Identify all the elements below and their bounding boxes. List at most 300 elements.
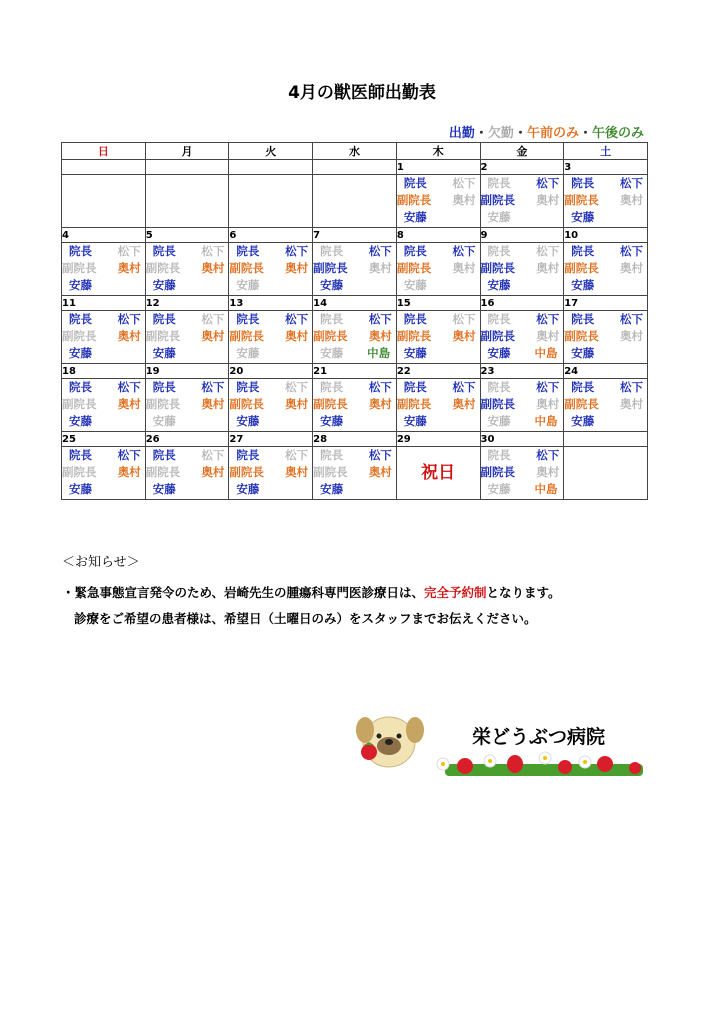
legend-am: 午前のみ [526,126,579,141]
staff-name: 院長 [69,448,92,462]
staff-row [313,464,396,481]
weekday-header-row [62,143,648,160]
schedule-cell [313,175,397,228]
staff-name: 副院長 [480,261,516,275]
staff-name: 院長 [69,380,92,394]
staff-name: 安藤 [403,278,427,292]
staff-name: 副院長 [313,465,348,479]
staff-row [229,260,312,277]
staff-row [146,345,229,362]
schedule-cell [229,447,313,500]
staff-name: 松下 [368,380,392,394]
staff-name: 安藤 [152,414,176,428]
date-number-cell: 1 [396,160,480,175]
date-number-cell: 2 [480,160,564,175]
staff-name: 松下 [117,312,141,326]
date-number-cell: 3 [564,160,648,175]
legend-off: 欠勤 [487,126,514,141]
staff-name: 安藤 [236,278,260,292]
staff-row [146,447,229,464]
weekday-tue: 火 [229,143,313,160]
staff-name: 松下 [452,380,476,394]
staff-name: 副院長 [396,329,432,343]
staff-row [313,447,396,464]
notice-highlight: 完全予約制 [424,585,487,600]
staff-name: 奥村 [201,329,225,343]
staff-name: 奥村 [536,329,560,343]
staff-name: 副院長 [229,397,264,411]
date-number-row [62,296,648,311]
staff-row [481,396,564,413]
schedule-cell [313,311,397,364]
staff-name: 松下 [452,176,476,190]
staff-name: 安藤 [571,210,595,224]
staff-name: 院長 [236,312,260,326]
staff-row [481,192,564,209]
staff-row [229,379,312,396]
staff-name: 副院長 [480,465,516,479]
date-number-cell: 27 [229,432,313,447]
staff-row [397,396,480,413]
staff-name: 安藤 [69,346,92,360]
staff-name: 安藤 [571,278,595,292]
staff-row [146,481,229,498]
staff-name: 副院長 [564,193,599,207]
staff-row [62,260,145,277]
staff-name: 松下 [285,312,309,326]
staff-name: 松下 [620,244,643,258]
staff-name: 中島 [534,482,558,496]
staff-name: 奥村 [620,397,643,411]
staff-name: 奥村 [368,465,392,479]
staff-name: 副院長 [145,261,181,275]
staff-name: 副院長 [145,465,181,479]
staff-row [481,447,564,464]
staff-row [481,481,564,498]
staff-name: 松下 [620,312,643,326]
staff-name: 副院長 [62,329,97,343]
staff-row [481,260,564,277]
legend-on: 出勤 [448,126,475,141]
date-number-cell: 18 [62,364,146,379]
staff-name: 安藤 [152,482,176,496]
staff-name: 奥村 [201,465,225,479]
staff-name: 副院長 [564,261,599,275]
staff-row [481,311,564,328]
staff-name: 副院長 [229,261,264,275]
date-number-cell: 10 [564,228,648,243]
date-number-cell: 29 [396,432,480,447]
staff-name: 安藤 [236,414,260,428]
staff-name: 松下 [117,380,141,394]
staff-name: 院長 [152,244,176,258]
staff-row [397,379,480,396]
schedule-cell [229,243,313,296]
date-number-cell [229,160,313,175]
staff-row [564,379,647,396]
staff-row [313,481,396,498]
staff-name: 安藤 [403,346,427,360]
date-number-cell: 19 [145,364,229,379]
staff-name: 院長 [320,312,344,326]
staff-name: 院長 [571,244,595,258]
staff-name: 安藤 [152,278,176,292]
staff-name: 院長 [403,176,427,190]
legend-separator: ・ [474,126,488,141]
staff-name: 院長 [571,176,595,190]
staff-name: 松下 [536,176,560,190]
staff-row [564,328,647,345]
staff-name: 松下 [536,448,560,462]
staff-name: 院長 [487,448,511,462]
staff-row [481,328,564,345]
staff-name: 安藤 [487,210,511,224]
schedule-cell [480,311,564,364]
schedule-cell [62,175,146,228]
date-number-cell: 11 [62,296,146,311]
staff-name: 副院長 [62,465,97,479]
staff-row [146,277,229,294]
staff-name: 松下 [117,244,141,258]
staff-name: 院長 [571,312,595,326]
schedule-cell [564,243,648,296]
legend-separator: ・ [513,126,527,141]
staff-name: 奥村 [368,329,392,343]
staff-row [313,345,396,362]
schedule-cell [62,243,146,296]
date-number-cell: 20 [229,364,313,379]
staff-row [313,413,396,430]
staff-row [481,464,564,481]
date-number-row [62,432,648,447]
staff-name: 奥村 [117,397,141,411]
holiday-label: 祝日 [421,463,456,483]
schedule-cell [229,175,313,228]
staff-name: 院長 [403,380,427,394]
staff-name: 院長 [403,244,427,258]
date-number-cell: 6 [229,228,313,243]
staff-row [397,209,480,226]
date-number-cell: 17 [564,296,648,311]
staff-row [146,396,229,413]
date-number-cell: 21 [313,364,397,379]
staff-row [62,447,145,464]
staff-row [313,243,396,260]
staff-name: 副院長 [564,397,599,411]
staff-name: 松下 [452,244,476,258]
page-title: 4月の獣医師出勤表 [288,83,436,103]
staff-row [564,413,647,430]
staff-row [229,345,312,362]
date-number-cell: 4 [62,228,146,243]
staff-name: 院長 [236,380,260,394]
staff-name: 松下 [536,244,560,258]
staff-name: 松下 [285,244,309,258]
notice-line-1 [62,583,561,601]
date-number-row [62,228,648,243]
staff-name: 院長 [236,244,260,258]
staff-name: 副院長 [229,465,264,479]
staff-name: 奥村 [536,261,560,275]
staff-name: 安藤 [236,346,260,360]
staff-name: 院長 [152,380,176,394]
date-number-cell: 24 [564,364,648,379]
staff-name: 中島 [534,414,558,428]
staff-name: 副院長 [229,329,264,343]
schedule-cell [480,447,564,500]
schedule-cell [145,447,229,500]
staff-name: 院長 [152,448,176,462]
staff-name: 副院長 [396,397,432,411]
staff-name: 副院長 [62,397,97,411]
staff-row [313,277,396,294]
staff-name: 奥村 [536,465,560,479]
staff-row [229,243,312,260]
staff-name: 安藤 [152,346,176,360]
staff-name: 奥村 [285,329,309,343]
staff-name: 奥村 [452,397,476,411]
staff-row [146,260,229,277]
staff-row [229,413,312,430]
schedule-cell [396,447,480,500]
staff-name: 奥村 [536,193,560,207]
staff-name: 松下 [201,244,225,258]
staff-row [481,345,564,362]
staff-name: 院長 [236,448,260,462]
date-number-cell [62,160,146,175]
staff-name: 松下 [368,244,392,258]
schedule-row [62,311,648,364]
staff-name: 奥村 [536,397,560,411]
staff-row [229,328,312,345]
staff-name: 安藤 [320,482,344,496]
notice-heading: ＜お知らせ＞ [62,555,140,570]
schedule-cell [480,175,564,228]
staff-name: 松下 [201,448,225,462]
staff-name: 奥村 [368,397,392,411]
staff-row [564,396,647,413]
date-number-cell: 26 [145,432,229,447]
staff-name: 院長 [320,448,344,462]
staff-row [146,328,229,345]
weekday-fri: 金 [480,143,564,160]
staff-name: 松下 [368,312,392,326]
schedule-cell [145,243,229,296]
staff-name: 松下 [285,448,309,462]
staff-row [397,175,480,192]
staff-row [564,260,647,277]
schedule-cell [564,447,648,500]
staff-row [564,345,647,362]
staff-row [62,481,145,498]
staff-name: 松下 [536,312,560,326]
schedule-row [62,243,648,296]
strawberry-flower-strip [437,752,643,776]
schedule-cell [396,243,480,296]
staff-row [146,464,229,481]
staff-row [481,209,564,226]
staff-row [564,192,647,209]
staff-name: 松下 [201,312,225,326]
staff-name: 安藤 [571,414,595,428]
schedule-cell [480,243,564,296]
staff-name: 安藤 [69,278,92,292]
staff-row [564,277,647,294]
staff-name: 奥村 [201,397,225,411]
staff-row [62,277,145,294]
schedule-cell [313,447,397,500]
staff-name: 院長 [571,380,595,394]
staff-name: 中島 [367,346,391,360]
staff-row [481,413,564,430]
staff-row [229,464,312,481]
staff-row [146,311,229,328]
schedule-cell [396,379,480,432]
staff-row [229,447,312,464]
staff-name: 安藤 [320,346,344,360]
staff-name: 院長 [487,244,511,258]
staff-name: 副院長 [396,261,432,275]
schedule-cell [313,379,397,432]
staff-name: 松下 [620,176,643,190]
staff-name: 安藤 [487,482,511,496]
date-number-row [62,160,648,175]
staff-name: 奥村 [285,261,309,275]
schedule-cell [62,311,146,364]
schedule-cell [229,379,313,432]
schedule-calendar [61,142,648,500]
staff-name: 松下 [368,448,392,462]
staff-name: 奥村 [117,329,141,343]
staff-row [313,379,396,396]
staff-name: 院長 [487,176,511,190]
clinic-name: 栄どうぶつ病院 [472,726,606,748]
staff-row [397,277,480,294]
staff-name: 奥村 [452,329,476,343]
staff-row [397,328,480,345]
schedule-row [62,175,648,228]
staff-name: 副院長 [396,193,432,207]
staff-row [397,413,480,430]
date-number-cell: 14 [313,296,397,311]
staff-name: 奥村 [452,261,476,275]
staff-name: 安藤 [69,414,92,428]
date-number-cell [145,160,229,175]
staff-row [564,175,647,192]
schedule-cell [62,379,146,432]
staff-name: 院長 [69,244,92,258]
staff-name: 安藤 [487,346,511,360]
status-legend [449,122,644,141]
schedule-cell [229,311,313,364]
staff-row [397,192,480,209]
weekday-thu: 木 [396,143,480,160]
staff-row [229,277,312,294]
dog-illustration [356,717,424,767]
staff-name: 副院長 [313,329,348,343]
schedule-cell [62,447,146,500]
date-number-cell: 8 [396,228,480,243]
staff-name: 松下 [452,312,476,326]
staff-name: 副院長 [145,329,181,343]
staff-name: 奥村 [452,193,476,207]
schedule-cell [396,311,480,364]
staff-row [564,209,647,226]
date-number-cell: 16 [480,296,564,311]
staff-row [564,311,647,328]
staff-name: 松下 [536,380,560,394]
date-number-cell: 30 [480,432,564,447]
notice-text: となります。 [486,585,561,600]
staff-name: 院長 [152,312,176,326]
staff-row [229,311,312,328]
staff-name: 院長 [403,312,427,326]
staff-name: 奥村 [620,193,643,207]
staff-row [397,345,480,362]
staff-row [62,311,145,328]
schedule-cell [396,175,480,228]
staff-name: 奥村 [368,261,392,275]
staff-row [62,464,145,481]
staff-name: 安藤 [320,414,344,428]
staff-row [313,328,396,345]
weekday-sun: 日 [62,143,146,160]
staff-row [229,481,312,498]
staff-row [397,311,480,328]
staff-name: 副院長 [480,193,516,207]
notice-line-2: 診療をご希望の患者様は、希望日（土曜日のみ）をスタッフまでお伝えください。 [74,611,537,626]
staff-name: 副院長 [145,397,181,411]
schedule-cell [564,175,648,228]
date-number-cell [564,432,648,447]
staff-name: 奥村 [117,465,141,479]
staff-name: 安藤 [571,346,595,360]
date-number-cell: 15 [396,296,480,311]
date-number-cell: 23 [480,364,564,379]
staff-name: 奥村 [285,465,309,479]
staff-name: 安藤 [320,278,344,292]
staff-name: 院長 [487,312,511,326]
staff-row [564,243,647,260]
staff-name: 奥村 [201,261,225,275]
schedule-row [62,447,648,500]
schedule-cell [480,379,564,432]
staff-name: 奥村 [620,329,643,343]
schedule-cell [145,311,229,364]
staff-name: 奥村 [285,397,309,411]
staff-name: 松下 [285,380,309,394]
staff-row [62,328,145,345]
staff-row [481,277,564,294]
staff-name: 副院長 [313,261,348,275]
schedule-cell [313,243,397,296]
weekday-wed: 水 [313,143,397,160]
schedule-row [62,379,648,432]
staff-name: 副院長 [62,261,97,275]
date-number-cell: 12 [145,296,229,311]
staff-row [397,260,480,277]
staff-row [481,175,564,192]
staff-row [313,260,396,277]
date-number-cell: 28 [313,432,397,447]
staff-name: 院長 [320,380,344,394]
staff-name: 安藤 [403,210,427,224]
date-number-cell: 13 [229,296,313,311]
date-number-cell [313,160,397,175]
staff-name: 副院長 [564,329,599,343]
schedule-cell [145,175,229,228]
staff-row [62,396,145,413]
